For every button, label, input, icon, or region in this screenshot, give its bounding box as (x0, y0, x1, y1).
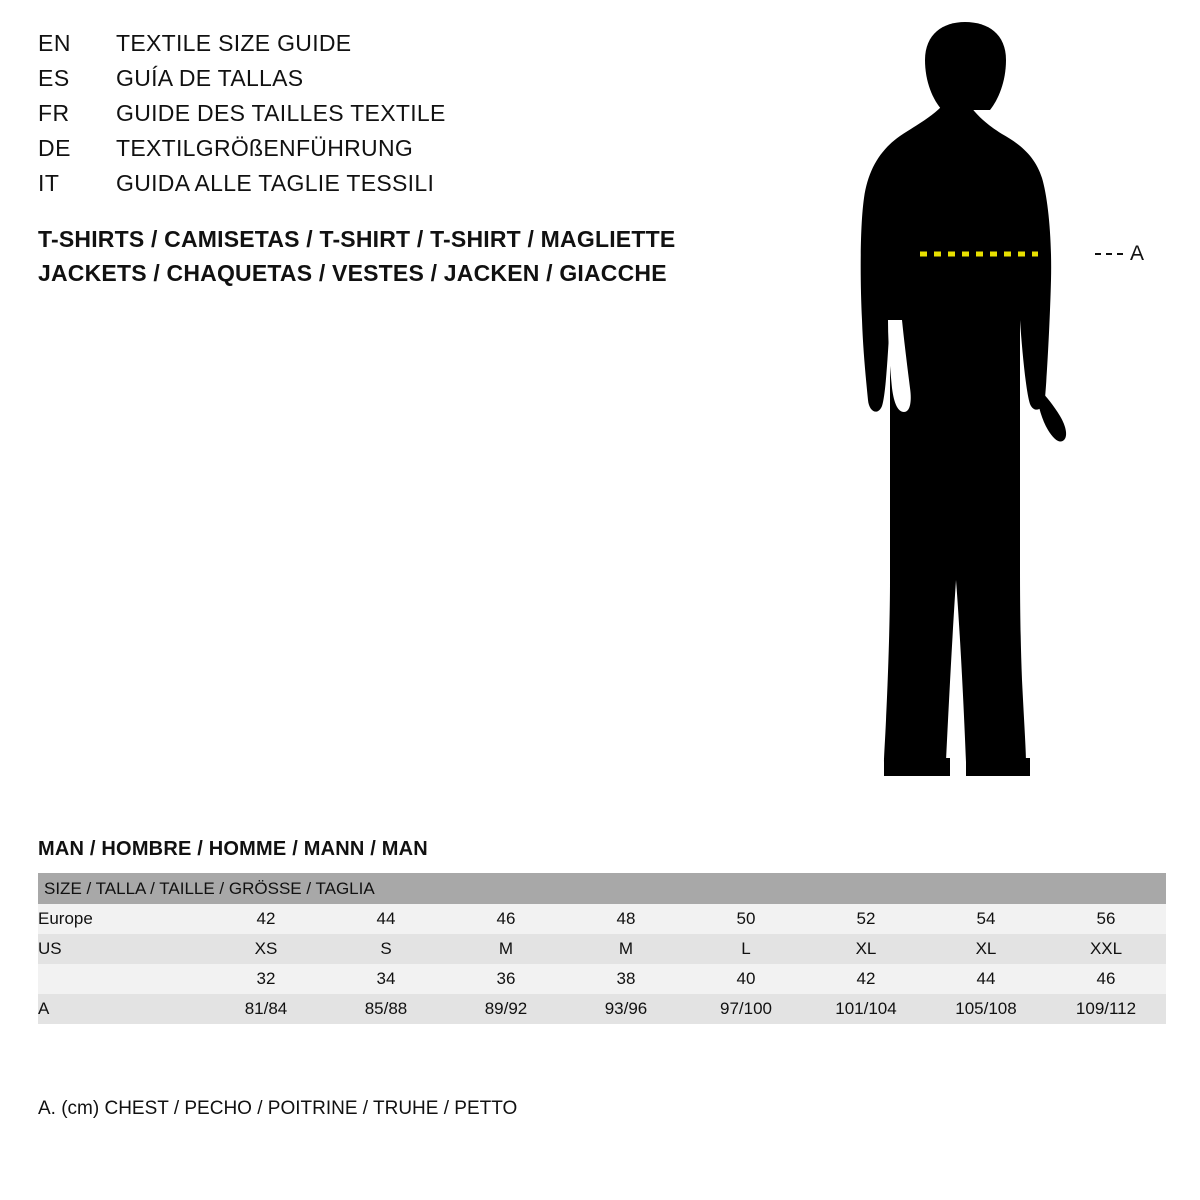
table-cell: 40 (686, 964, 806, 994)
measure-leader-line (1095, 253, 1123, 255)
table-cell: XXL (1046, 934, 1166, 964)
language-row (38, 170, 738, 205)
table-cell: 48 (566, 904, 686, 934)
table-cell: M (446, 934, 566, 964)
table-cell: 50 (686, 904, 806, 934)
table-header-label: SIZE / TALLA / TAILLE / GRÖSSE / TAGLIA (38, 873, 1166, 904)
language-row (38, 135, 738, 170)
gender-title: MAN / HOMBRE / HOMME / MANN / MAN (38, 838, 428, 860)
table-header-row (38, 873, 1166, 904)
table-row (38, 934, 1166, 964)
man-silhouette-figure (830, 20, 1170, 790)
language-text: TEXTILE SIZE GUIDE (116, 30, 352, 56)
table-cell: 36 (446, 964, 566, 994)
language-text: TEXTILGRÖßENFÜHRUNG (116, 135, 414, 161)
table-cell: L (686, 934, 806, 964)
language-header-block (38, 30, 738, 205)
measure-label-a: A (1130, 242, 1145, 265)
table-cell: 105/108 (926, 994, 1046, 1024)
language-code: EN (38, 30, 71, 56)
table-cell: 52 (806, 904, 926, 934)
table-cell: 44 (926, 964, 1046, 994)
table-cell: 44 (326, 904, 446, 934)
table-cell: 101/104 (806, 994, 926, 1024)
silhouette-icon (830, 20, 1170, 790)
size-table-section (38, 838, 1166, 1024)
table-cell: XL (926, 934, 1046, 964)
table-cell: S (326, 934, 446, 964)
table-cell: 54 (926, 904, 1046, 934)
row-label: US (38, 934, 206, 964)
table-cell: 109/112 (1046, 994, 1166, 1024)
category-block (38, 222, 798, 290)
language-code: IT (38, 170, 60, 196)
table-cell: 46 (1046, 964, 1166, 994)
table-cell: 89/92 (446, 994, 566, 1024)
row-label: A (38, 994, 206, 1024)
language-text: GUIDE DES TAILLES TEXTILE (116, 100, 446, 126)
category-line-jackets: JACKETS / CHAQUETAS / VESTES / JACKEN / GIACCHE (38, 260, 667, 286)
table-row (38, 904, 1166, 934)
language-row (38, 30, 738, 65)
table-cell: 97/100 (686, 994, 806, 1024)
table-cell: 42 (206, 904, 326, 934)
language-row (38, 65, 738, 100)
language-text: GUÍA DE TALLAS (116, 65, 304, 91)
table-cell: 93/96 (566, 994, 686, 1024)
table-cell: 85/88 (326, 994, 446, 1024)
row-label: Europe (38, 904, 206, 934)
table-footnote: A. (cm) CHEST / PECHO / POITRINE / TRUHE / PETTO (38, 1098, 518, 1119)
table-cell: 56 (1046, 904, 1166, 934)
table-row (38, 994, 1166, 1024)
table-row (38, 964, 1166, 994)
table-cell: 38 (566, 964, 686, 994)
language-code: ES (38, 65, 70, 91)
table-cell: 32 (206, 964, 326, 994)
language-code: FR (38, 100, 70, 126)
category-line-tshirts: T-SHIRTS / CAMISETAS / T-SHIRT / T-SHIRT / MAGLIETTE (38, 226, 676, 252)
table-cell: 42 (806, 964, 926, 994)
table-cell: 46 (446, 904, 566, 934)
table-cell: XL (806, 934, 926, 964)
table-cell: 81/84 (206, 994, 326, 1024)
row-label (38, 964, 206, 994)
table-cell: XS (206, 934, 326, 964)
table-cell: M (566, 934, 686, 964)
size-table (38, 873, 1166, 1024)
language-code: DE (38, 135, 71, 161)
language-row (38, 100, 738, 135)
language-text: GUIDA ALLE TAGLIE TESSILI (116, 170, 435, 196)
table-cell: 34 (326, 964, 446, 994)
